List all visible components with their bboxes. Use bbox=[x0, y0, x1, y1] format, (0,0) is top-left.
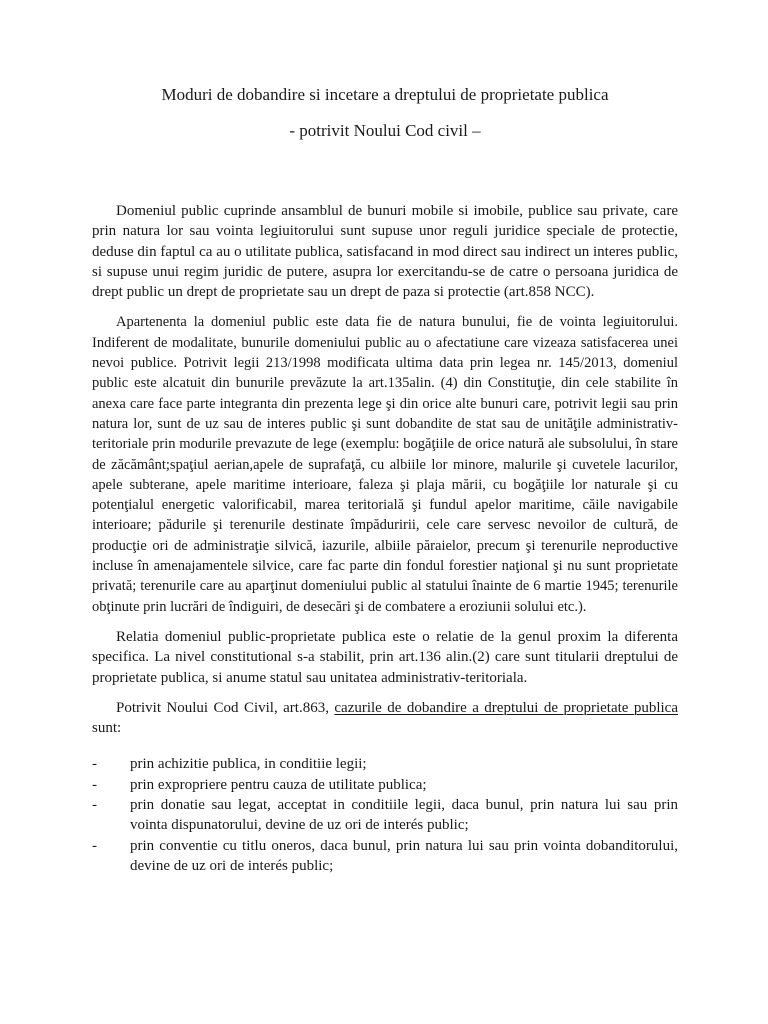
intro-underlined: cazurile de dobandire a dreptului de proprietate publica bbox=[334, 699, 679, 716]
list-item bbox=[92, 754, 678, 774]
list-dash: - bbox=[92, 837, 97, 854]
intro-prefix: Potrivit Noului Cod Civil, art.863, bbox=[116, 699, 335, 716]
paragraph-intro-cazuri bbox=[92, 698, 678, 739]
list-item-text: prin donatie sau legat, acceptat in conditiile legii, daca bunul, prin natura lui sau prin vointa dispunatorului, devine de uz ori de interés public; bbox=[130, 797, 678, 834]
list-item-text: prin achizitie publica, in conditiie legii; bbox=[130, 756, 367, 773]
paragraph-relatia: Relatia domeniul public-proprietate publica este o relatie de la genul proxim la diferenta specifica. La nivel constitutional s-a stabilit, prin art.136 alin.(2) care sunt titularii dreptului de proprietate publica, si anume statul sau unitatea administrativ-teritoriala. bbox=[92, 628, 678, 686]
list-item bbox=[92, 775, 678, 795]
list-dash: - bbox=[92, 756, 97, 773]
list-item-text: prin expropriere pentru cauza de utilitate publica; bbox=[130, 776, 427, 793]
list-item-text: prin conventie cu titlu oneros, daca bunul, prin natura lui sau prin vointa dobanditorului, devine de uz ori de interés public; bbox=[130, 837, 678, 874]
cases-list bbox=[92, 754, 678, 876]
list-dash: - bbox=[92, 776, 97, 793]
list-dash: - bbox=[92, 797, 97, 814]
list-item bbox=[92, 836, 678, 877]
document-subtitle: - potrivit Noului Cod civil – bbox=[289, 121, 481, 140]
document-body bbox=[92, 201, 678, 876]
paragraph-domeniul-public: Domeniul public cuprinde ansamblul de bunuri mobile si imobile, publice sau private, care prin natura lor sau vointa legiuitorului sunt supuse unor reguli juridice speciale de protectie, deduse din faptul ca au o utilitate publica, satisfacand in mod direct sau indirect un interes public, si supuse unui regim juridic de putere, asupra lor exercitandu-se de catre o persoana juridica de drept public un drept de proprietate sau un drept de paza si protectie (art.858 NCC). bbox=[92, 203, 678, 301]
intro-suffix: sunt: bbox=[92, 720, 122, 737]
list-item bbox=[92, 795, 678, 836]
paragraph-apartenenta: Apartenenta la domeniul public este data fie de natura bunului, fie de vointa legiuitorului. Indiferent de modalitate, bunurile domeniului public au o afectatiune care vizeaza satisfacerea unei nevoi publice. Potrivit legii 213/1998 modificata ultima data prin legea nr. 145/2013, domeniul public este alcatuit din bunurile prevăzute la art.135alin. (4) din Constituţie, din cele stabilite în anexa care face parte integranta din prezenta lege şi din orice alte bunuri care, potrivit legii sau prin natura lor, sunt de uz sau de interes public şi sunt dobandite de stat sau de unităţile administrativ-teritoriale prin modurile prevazute de lege (exemplu: bogăţiile de orice natură ale subsolului, în stare de zăcământ;spaţiul aerian,apele de suprafaţă, cu albiile lor minore, malurile şi cuvetele lacurilor, apele subterane, apele maritime interioare, faleza şi plaja mării, cu bogăţiile lor naturale şi cu potenţialul energetic valorificabil, marea teritorială şi fundul apelor maritime, căile navigabile interioare; pădurile şi terenurile destinate împăduririi, cele care servesc nevoilor de cultură, de producţie ori de administraţie silvică, iazurile, albiile păraielor, precum şi terenurile neproductive incluse în amenajamentele silvice, care fac parte din fondul forestier naţional şi nu sunt proprietate privată; terenurile care au aparţinut domeniului public al statului înainte de 6 martie 1945; terenurile obţinute prin lucrări de îndiguiri, de desecări şi de combatere a eroziunii solului etc.). bbox=[92, 314, 678, 615]
document-title: Moduri de dobandire si incetare a dreptului de proprietate publica bbox=[161, 85, 609, 104]
